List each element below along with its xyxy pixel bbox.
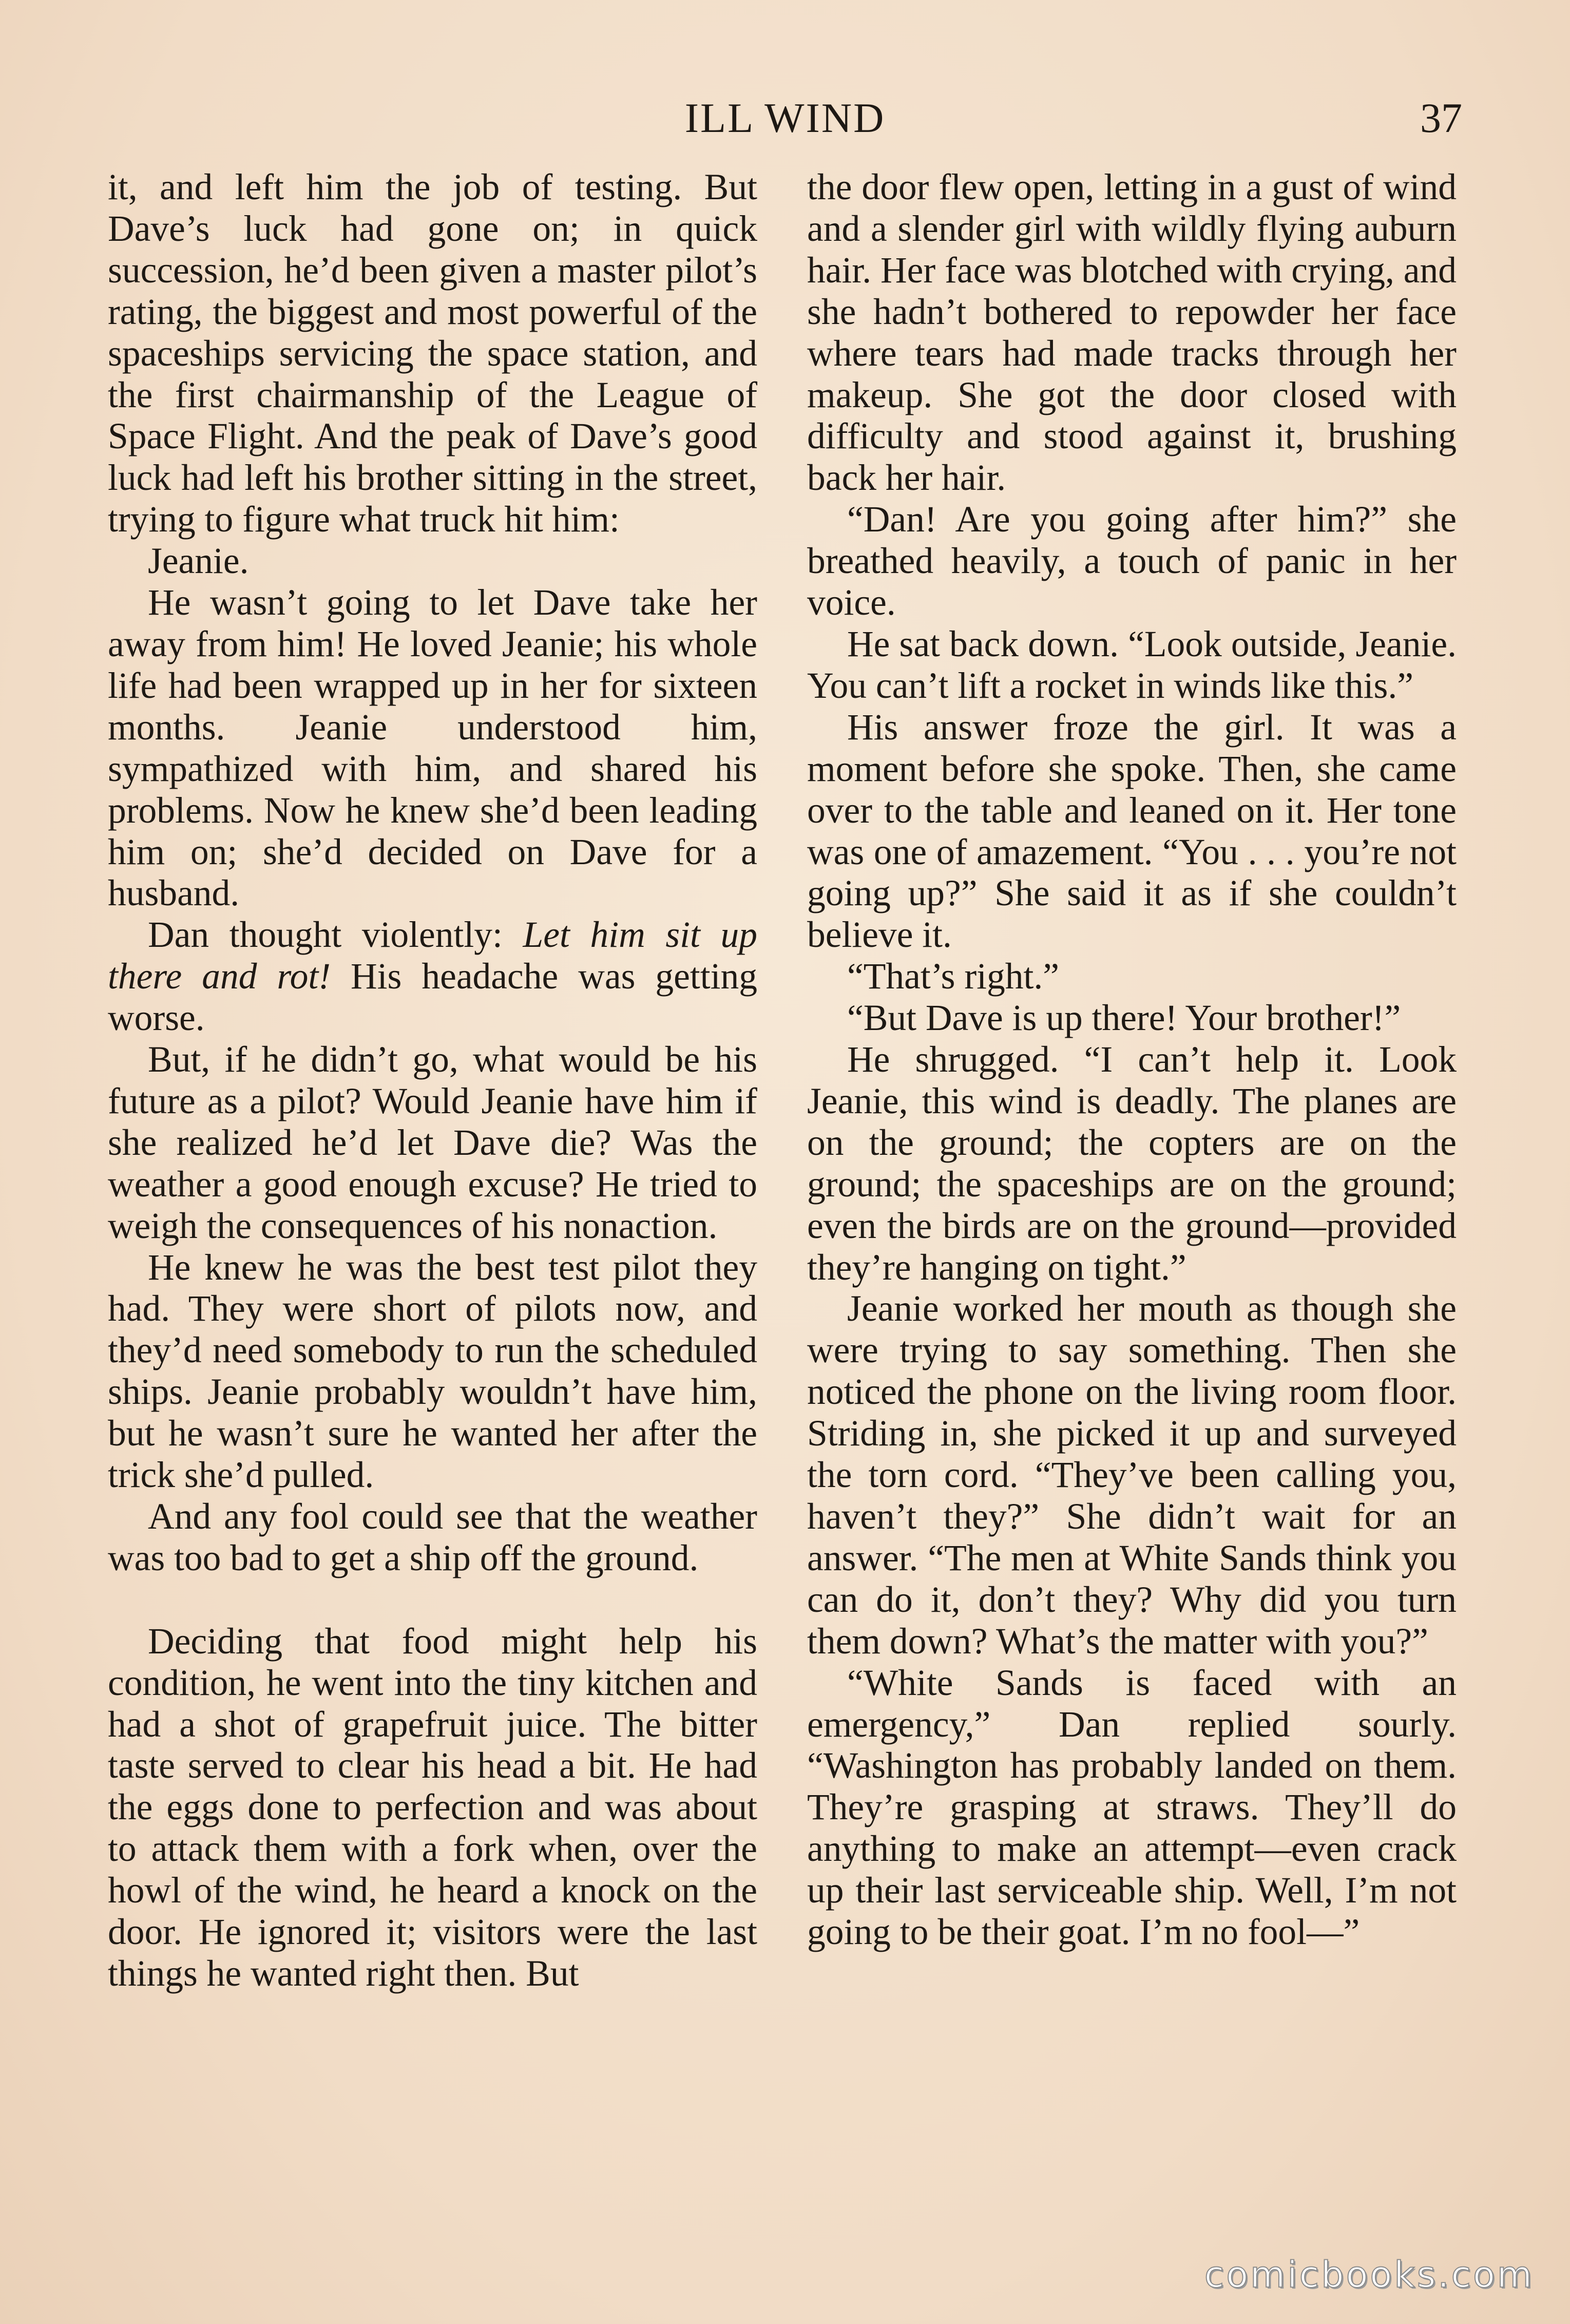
paragraph: And any fool could see that the weather was too bad to get a ship off the ground.: [108, 1496, 757, 1578]
paragraph: Jeanie.: [148, 541, 249, 582]
paragraph: He shrugged. “I can’t help it. Look Jeanie, this wind is deadly. The planes are on the ground; the copters are on the ground; the spaceships are on the ground; even the birds are on the ground—provided they’re hanging on tight.”: [807, 1039, 1457, 1288]
running-title: ILL WIND: [684, 94, 886, 141]
page-header: [108, 90, 1462, 146]
right-column: [807, 167, 1457, 1953]
paragraph: He sat back down. “Look outside, Jeanie. You can’t lift a rocket in winds like this.”: [807, 623, 1457, 706]
paragraph: “White Sands is faced with an emergency,” Dan replied sourly. “Washington has probably landed on them. They’re grasping at straws. They’ll do anything to make an attempt—even crack up their last serviceable ship. Well, I’m not going to be their goat. I’m no fool—”: [807, 1662, 1457, 1953]
paragraph: “That’s right.”: [847, 956, 1059, 997]
paragraph: He knew he was the best test pilot they had. They were short of pilots now, and they’d need somebody to run the scheduled ships. Jeanie probably wouldn’t have him, but he wasn’t sure he wanted her after the trick she’d pulled.: [108, 1247, 757, 1496]
paragraph: “Dan! Are you going after him?” she breathed heavily, a touch of panic in her voice.: [807, 499, 1457, 623]
paragraph: it, and left him the job of testing. But Dave’s luck had gone on; in quick succession, he’d been given a master pilot’s rating, the biggest and most powerful of the spaceships servicing the space station, and the first chairmanship of the League of Space Flight. And the peak of Dave’s good luck had left his brother sitting in the street, trying to figure what truck hit him:: [108, 167, 757, 540]
paragraph: [108, 915, 757, 1039]
paragraph: “But Dave is up there! Your brother!”: [847, 998, 1401, 1039]
paragraph: Jeanie worked her mouth as though she were trying to say something. Then she noticed the phone on the living room floor. Striding in, she picked it up and surveyed the torn cord. “They’ve been calling you, haven’t they?” She didn’t wait for an answer. “The men at White Sands think you can do it, don’t they? Why did you turn them down? What’s the matter with you?”: [807, 1288, 1457, 1662]
text-run: His headache was getting worse.: [108, 956, 757, 1039]
page-number: 37: [1420, 94, 1462, 141]
italic-thought: Let him sit up there and rot!: [108, 915, 757, 997]
paragraph: But, if he didn’t go, what would be his future as a pilot? Would Jeanie have him if she realized he’d let Dave die? Was the weather a good enough excuse? He tried to weigh the consequences of his nonaction.: [108, 1039, 757, 1246]
site-watermark: comicbooks.com: [1204, 2254, 1534, 2296]
paragraph: His answer froze the girl. It was a moment before she spoke. Then, she came over to the table and leaned on it. Her tone was one of amazement. “You . . . you’re not going up?” She said it as if she couldn’t believe it.: [807, 707, 1457, 956]
text-run: Dan thought violently:: [148, 915, 523, 956]
left-column: [108, 167, 757, 1995]
paragraph: the door flew open, letting in a gust of wind and a slender girl with wildly flying auburn hair. Her face was blotched with crying, and she hadn’t bothered to repowder her face where tears had made tracks through her makeup. She got the door closed with difficulty and stood against it, brushing back her hair.: [807, 167, 1457, 499]
paragraph: Deciding that food might help his condition, he went into the tiny kitchen and had a shot of grapefruit juice. The bitter taste served to clear his head a bit. He had the eggs done to perfection and was about to attack them with a fork when, over the howl of the wind, he heard a knock on the door. He ignored it; visitors were the last things he wanted right then. But: [108, 1621, 757, 1994]
paragraph: He wasn’t going to let Dave take her away from him! He loved Jeanie; his whole life had been wrapped up in her for sixteen months. Jeanie understood him, sympathized with him, and shared his problems. Now he knew she’d been leading him on; she’d decided on Dave for a husband.: [108, 582, 757, 914]
